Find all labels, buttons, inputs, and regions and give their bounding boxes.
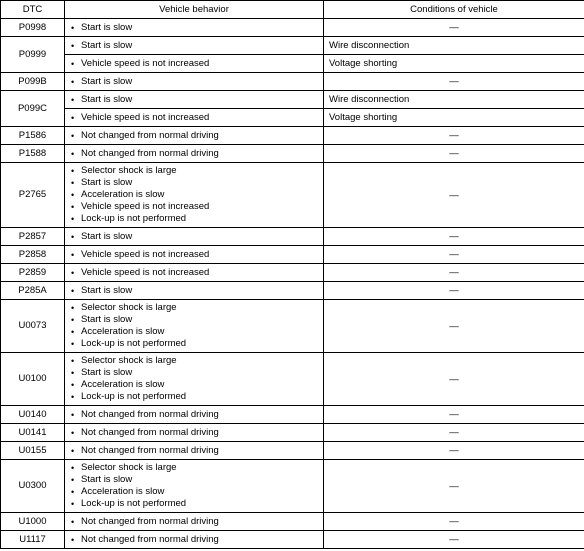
condition-text: —	[449, 231, 459, 242]
condition-text: —	[449, 249, 459, 260]
behavior-item: • Vehicle speed is not increased	[71, 249, 323, 261]
vehicle-behavior-cell	[65, 246, 324, 264]
condition-cell	[324, 460, 584, 513]
behavior-list	[71, 20, 323, 36]
condition-cell	[324, 300, 584, 353]
condition-text: —	[449, 148, 459, 159]
behavior-item: • Not changed from normal driving	[71, 427, 323, 439]
vehicle-behavior-cell	[65, 163, 324, 228]
condition-text: —	[449, 516, 459, 527]
condition-text: —	[449, 130, 459, 141]
behavior-item: • Not changed from normal driving	[71, 409, 323, 421]
dtc-code: P285A	[1, 282, 65, 300]
vehicle-behavior-cell	[65, 127, 324, 145]
behavior-item: • Not changed from normal driving	[71, 445, 323, 457]
behavior-item: • Start is slow	[71, 94, 323, 106]
behavior-item: • Vehicle speed is not increased	[71, 58, 323, 70]
dtc-code: P0998	[1, 19, 65, 37]
behavior-item: • Start is slow	[71, 285, 323, 297]
condition-text: Wire disconnection	[329, 40, 410, 51]
table-row	[1, 246, 584, 264]
dtc-code: P0999	[1, 37, 65, 73]
condition-cell	[324, 282, 584, 300]
behavior-list	[71, 514, 323, 530]
condition-cell	[324, 513, 584, 531]
condition-text: Wire disconnection	[329, 94, 410, 105]
vehicle-behavior-cell	[65, 55, 324, 73]
header-vehicle-behavior: Vehicle behavior	[65, 1, 324, 19]
dtc-code: U0155	[1, 442, 65, 460]
condition-text: —	[449, 427, 459, 438]
table-row	[1, 353, 584, 406]
header-dtc: DTC	[1, 1, 65, 19]
behavior-item: • Lock-up is not performed	[71, 338, 323, 350]
table-row	[1, 282, 584, 300]
behavior-item: • Start is slow	[71, 314, 323, 326]
behavior-list	[71, 56, 323, 72]
condition-cell	[324, 37, 584, 55]
vehicle-behavior-cell	[65, 424, 324, 442]
table-row	[1, 424, 584, 442]
behavior-list	[71, 128, 323, 144]
behavior-item: • Selector shock is large	[71, 462, 323, 474]
behavior-list	[71, 265, 323, 281]
behavior-item: • Lock-up is not performed	[71, 498, 323, 510]
vehicle-behavior-cell	[65, 145, 324, 163]
behavior-list	[71, 92, 323, 108]
table-row	[1, 55, 584, 73]
condition-cell	[324, 228, 584, 246]
behavior-item: • Start is slow	[71, 22, 323, 34]
condition-cell	[324, 73, 584, 91]
table-row	[1, 300, 584, 353]
table-row	[1, 127, 584, 145]
dtc-code: U0073	[1, 300, 65, 353]
vehicle-behavior-cell	[65, 37, 324, 55]
header-conditions-of-vehicle: Conditions of vehicle	[324, 1, 584, 19]
dtc-code: U0141	[1, 424, 65, 442]
dtc-table-body	[1, 19, 584, 549]
table-row	[1, 19, 584, 37]
behavior-item: • Acceleration is slow	[71, 379, 323, 391]
behavior-list	[71, 247, 323, 263]
condition-text: —	[449, 480, 459, 492]
condition-cell	[324, 406, 584, 424]
table-row	[1, 145, 584, 163]
condition-cell	[324, 246, 584, 264]
table-row	[1, 109, 584, 127]
condition-cell	[324, 353, 584, 406]
behavior-list	[71, 229, 323, 245]
table-row	[1, 442, 584, 460]
vehicle-behavior-cell	[65, 531, 324, 549]
condition-text: —	[449, 267, 459, 278]
behavior-list	[71, 532, 323, 548]
condition-text: —	[449, 373, 459, 385]
condition-cell	[324, 19, 584, 37]
vehicle-behavior-cell	[65, 19, 324, 37]
behavior-item: • Not changed from normal driving	[71, 148, 323, 160]
behavior-item: • Vehicle speed is not increased	[71, 201, 323, 213]
condition-text: —	[449, 445, 459, 456]
vehicle-behavior-cell	[65, 513, 324, 531]
behavior-list	[71, 443, 323, 459]
behavior-list	[71, 163, 323, 227]
behavior-list	[71, 353, 323, 405]
condition-text: —	[449, 189, 459, 201]
behavior-list	[71, 300, 323, 352]
behavior-item: • Start is slow	[71, 40, 323, 52]
dtc-code: P2857	[1, 228, 65, 246]
vehicle-behavior-cell	[65, 353, 324, 406]
condition-cell	[324, 127, 584, 145]
vehicle-behavior-cell	[65, 442, 324, 460]
vehicle-behavior-cell	[65, 228, 324, 246]
condition-text: Voltage shorting	[329, 58, 398, 69]
behavior-list	[71, 283, 323, 299]
condition-cell	[324, 145, 584, 163]
vehicle-behavior-cell	[65, 73, 324, 91]
behavior-item: • Selector shock is large	[71, 302, 323, 314]
condition-cell	[324, 264, 584, 282]
table-row	[1, 73, 584, 91]
condition-cell	[324, 109, 584, 127]
condition-text: —	[449, 22, 459, 33]
behavior-item: • Not changed from normal driving	[71, 516, 323, 528]
behavior-item: • Vehicle speed is not increased	[71, 267, 323, 279]
table-row	[1, 406, 584, 424]
vehicle-behavior-cell	[65, 460, 324, 513]
dtc-code: P1586	[1, 127, 65, 145]
condition-cell	[324, 424, 584, 442]
behavior-item: • Start is slow	[71, 177, 323, 189]
condition-cell	[324, 442, 584, 460]
behavior-list	[71, 425, 323, 441]
condition-text: Voltage shorting	[329, 112, 398, 123]
dtc-code: U0300	[1, 460, 65, 513]
behavior-item: • Start is slow	[71, 474, 323, 486]
condition-text: —	[449, 409, 459, 420]
behavior-list	[71, 407, 323, 423]
behavior-item: • Selector shock is large	[71, 355, 323, 367]
table-row	[1, 531, 584, 549]
dtc-code: P2858	[1, 246, 65, 264]
header-row	[1, 1, 584, 19]
table-row	[1, 460, 584, 513]
behavior-list	[71, 110, 323, 126]
behavior-item: • Lock-up is not performed	[71, 391, 323, 403]
dtc-code: U1117	[1, 531, 65, 549]
vehicle-behavior-cell	[65, 282, 324, 300]
condition-text: —	[449, 320, 459, 332]
dtc-code: U1000	[1, 513, 65, 531]
vehicle-behavior-cell	[65, 109, 324, 127]
behavior-list	[71, 146, 323, 162]
behavior-item: • Lock-up is not performed	[71, 213, 323, 225]
vehicle-behavior-cell	[65, 264, 324, 282]
dtc-code: P2859	[1, 264, 65, 282]
behavior-item: • Not changed from normal driving	[71, 130, 323, 142]
behavior-item: • Acceleration is slow	[71, 189, 323, 201]
table-row	[1, 264, 584, 282]
behavior-list	[71, 460, 323, 512]
condition-text: —	[449, 285, 459, 296]
behavior-item: • Acceleration is slow	[71, 326, 323, 338]
dtc-code: U0100	[1, 353, 65, 406]
vehicle-behavior-cell	[65, 91, 324, 109]
table-row	[1, 163, 584, 228]
behavior-item: • Start is slow	[71, 231, 323, 243]
behavior-item: • Start is slow	[71, 367, 323, 379]
behavior-list	[71, 38, 323, 54]
dtc-code: P099B	[1, 73, 65, 91]
table-row	[1, 513, 584, 531]
dtc-code: P1588	[1, 145, 65, 163]
condition-cell	[324, 55, 584, 73]
dtc-code: P2765	[1, 163, 65, 228]
vehicle-behavior-cell	[65, 406, 324, 424]
behavior-item: • Not changed from normal driving	[71, 534, 323, 546]
behavior-list	[71, 74, 323, 90]
dtc-code: U0140	[1, 406, 65, 424]
vehicle-behavior-cell	[65, 300, 324, 353]
behavior-item: • Selector shock is large	[71, 165, 323, 177]
table-row	[1, 37, 584, 55]
table-row	[1, 228, 584, 246]
condition-cell	[324, 531, 584, 549]
table-row	[1, 91, 584, 109]
behavior-item: • Start is slow	[71, 76, 323, 88]
dtc-code: P099C	[1, 91, 65, 127]
condition-text: —	[449, 76, 459, 87]
behavior-item: • Acceleration is slow	[71, 486, 323, 498]
condition-cell	[324, 91, 584, 109]
behavior-item: • Vehicle speed is not increased	[71, 112, 323, 124]
condition-text: —	[449, 534, 459, 545]
condition-cell	[324, 163, 584, 228]
